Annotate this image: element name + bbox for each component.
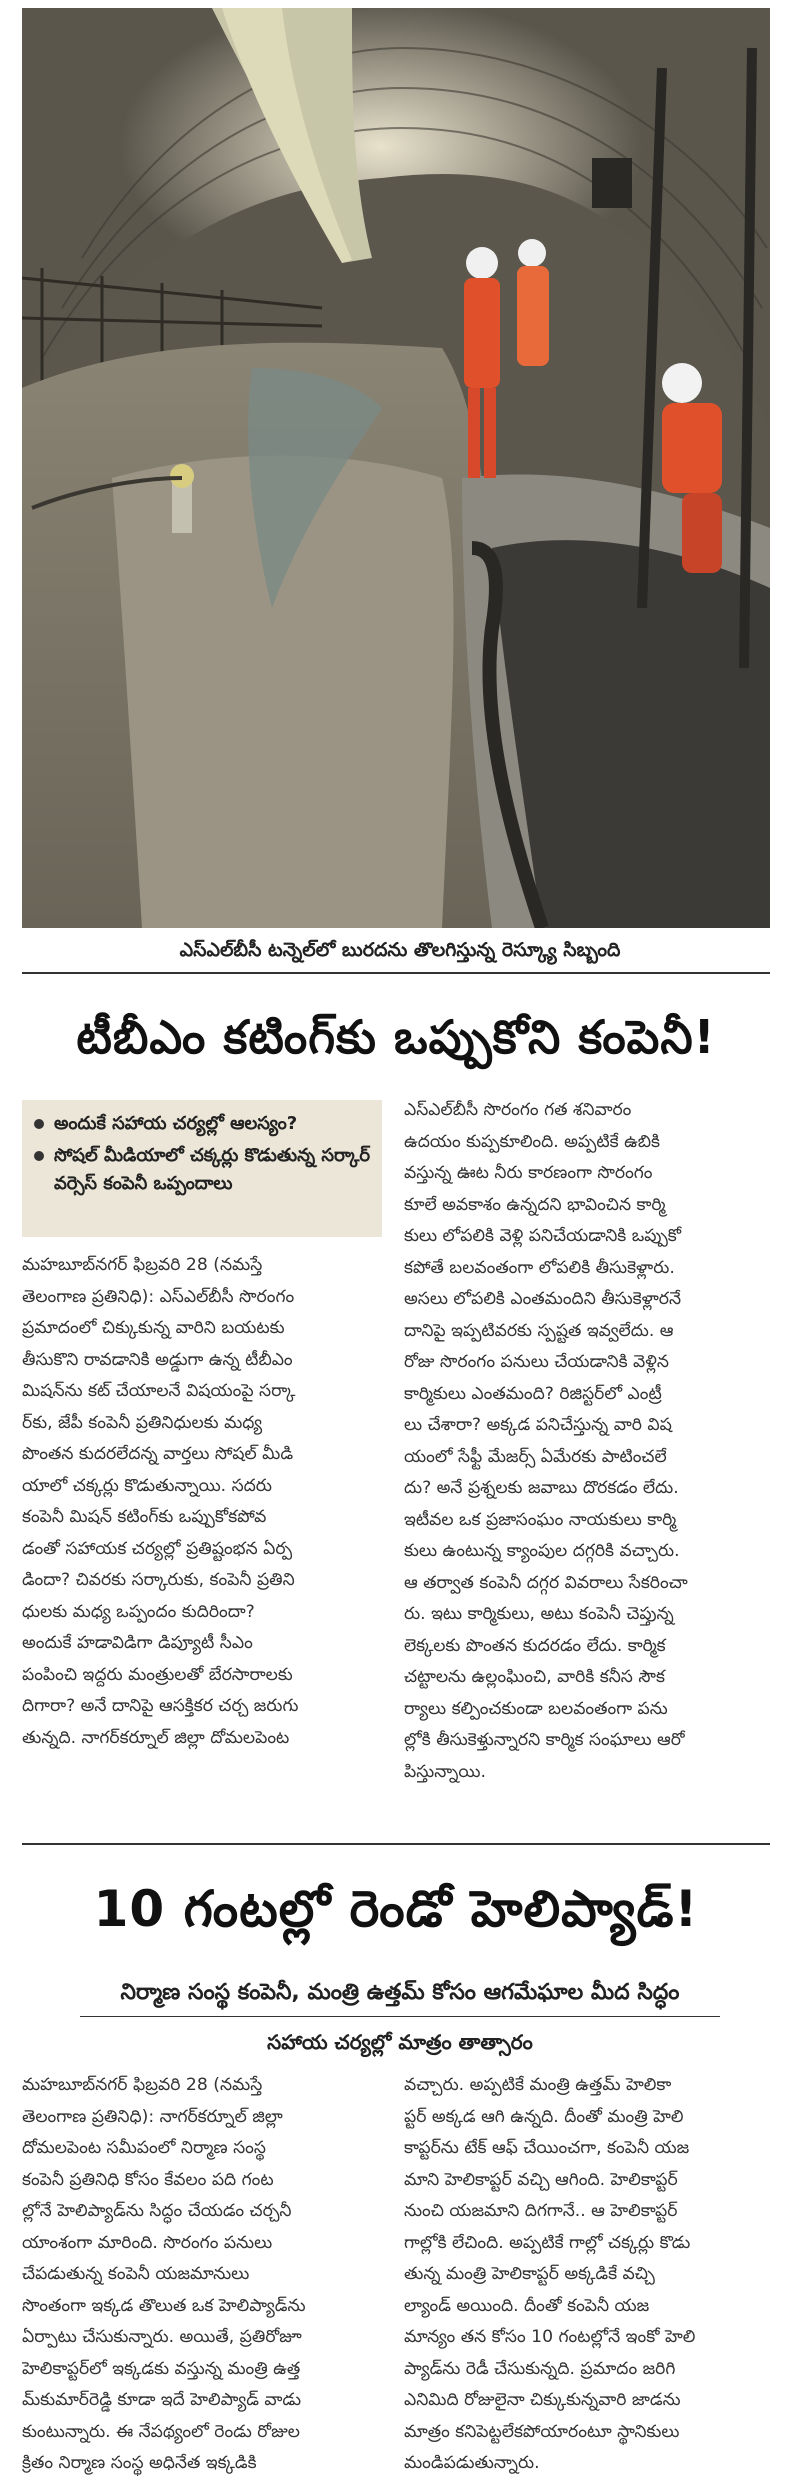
text-line: యాంశంగా మారింది. సొరంగం పనులు <box>22 2232 273 2253</box>
text-line: కులు లోపలికి వెళ్లి పనిచేయడానికి ఒప్పుకో <box>404 1226 682 1246</box>
bullet-icon <box>34 1151 44 1161</box>
highlight-text: అందుకే సహాయ చర్యల్లో ఆలస్యం? <box>54 1113 298 1134</box>
text-line: ఉదయం కుప్పకూలింది. అప్పటికే ఉబికి <box>404 1131 661 1152</box>
text-line: నుంచి యజమాని దిగగానే.. ఆ హెలికాప్టర్ <box>404 2201 678 2221</box>
text-line: ధులకు మధ్య ఒప్పందం కుదిరిందా? <box>22 1601 255 1622</box>
text-line: లెక్కలకు పొంతన కుదరడం లేదు. కార్మిక <box>404 1635 666 1656</box>
text-line: కుంటున్నారు. ఈ నేపథ్యంలో రెండు రోజుల <box>22 2421 300 2442</box>
text-line: ర్యాలు కల్పించకుండా బలవంతంగా పను <box>404 1698 668 1719</box>
highlight-text: సోషల్ మీడియాలో చక్కర్లు కొడుతున్న సర్కార్ వర్సెస్ కంపెనీ ఒప్పందాలు <box>54 1145 371 1194</box>
text-line: తెలంగాణ ప్రతినిధి): నాగర్‌కర్నూల్ జిల్లా <box>22 2106 283 2127</box>
text-line: రు. ఇటు కార్మికులు, అటు కంపెనీ చెప్తున్న <box>404 1604 674 1624</box>
text-line: ప్యాడ్‌ను రెడీ చేసుకున్నది. ప్రమాదం జరిగి <box>404 2358 676 2379</box>
highlight-item <box>22 1100 382 1138</box>
text-line: ల్లోనే హెలిప్యాడ్‌ను సిద్ధం చేయడం చర్చనీ <box>22 2201 292 2221</box>
text-line: చట్టాలను ఉల్లంఘించి, వారికి కనీస సౌక <box>404 1667 665 1687</box>
text-line: మండిపడుతున్నారు. <box>404 2453 540 2473</box>
text-line: వస్తున్న ఊట నీరు కారణంగా సొరంగం <box>404 1163 653 1183</box>
text-line: అందుకే హడావిడిగా డిప్యూటీ సీఎం <box>22 1633 253 1653</box>
text-line: ల్యాండ్ అయింది. దీంతో కంపెనీ యజ <box>404 2295 650 2316</box>
text-line: ఏర్పాటు చేసుకున్నారు. అయితే, ప్రతిరోజూ <box>22 2327 302 2347</box>
article1-left-column <box>22 1250 382 1754</box>
text-line: పొంతన కుదరలేదన్న వార్తలు సోషల్ మీడి <box>22 1444 294 1464</box>
text-line: పిస్తున్నాయి. <box>404 1761 486 1782</box>
text-line: మాని హెలికాప్టర్ వచ్చి ఆగింది. హెలికాప్టర్ <box>404 2169 678 2190</box>
text-line: ప్రమాదంలో చిక్కుకున్న వారిని బయటకు <box>22 1318 285 1338</box>
article2-right-column <box>404 2070 770 2480</box>
text-line: వచ్చారు. అప్పటికే మంత్రి ఉత్తమ్ హెలికా <box>404 2075 672 2095</box>
text-line: దు? అనే ప్రశ్నలకు జవాబు దొరకడం లేదు. <box>404 1478 679 1498</box>
text-line: ర్‌కు, జేపీ కంపెనీ ప్రతినిధులకు మధ్య <box>22 1412 263 1433</box>
text-line: క్రితం నిర్మాణ సంస్థ అధినేత ఇక్కడికి <box>22 2453 257 2473</box>
headline-second-helipad: 10 గంటల్లో రెండో హెలిప్యాడ్! <box>93 1880 699 1938</box>
bullet-icon <box>34 1119 44 1129</box>
text-line: లు చేశారా? అక్కడ పనిచేస్తున్న వారి విష <box>404 1415 672 1435</box>
text-line: కూలే అవకాశం ఉన్నదని భావించిన కార్మి <box>404 1194 666 1215</box>
text-line: ఇటీవల ఒక ప్రజాసంఘం నాయకులు కార్మి <box>404 1509 677 1530</box>
text-line: మ్‌కుమార్‌రెడ్డి కూడా ఇదే హెలిప్యాడ్ వాడు <box>22 2390 302 2410</box>
text-line: తెలంగాణ ప్రతినిధి): ఎస్ఎల్‌బీసీ సొరంగం <box>22 1286 295 1307</box>
photo-caption: ఎస్ఎల్‌బీసీ టన్నెల్‌లో బురదను తొలగిస్తున్న రెస్క్యూ సిబ్బంది <box>179 939 621 961</box>
text-line: యాలో చక్కర్లు కొడుతున్నాయి. సదరు <box>22 1475 272 1496</box>
divider <box>80 2016 720 2017</box>
highlight-item <box>22 1138 382 1198</box>
text-line: తున్నది. నాగర్‌కర్నూల్ జిల్లా దోమలపెంట <box>22 1727 290 1748</box>
article1-right-column <box>404 1095 770 1788</box>
article2-subheading: నిర్మాణ సంస్థ కంపెనీ, మంత్రి ఉత్తమ్ కోసం ఆగమేఘాల మీద సిద్ధం <box>120 1980 680 2005</box>
text-line: చేపడుతున్న కంపెనీ యజమానులు <box>22 2264 250 2284</box>
text-line: రోజు సొరంగం పనులు చేయడానికి వెళ్లిన <box>404 1352 669 1372</box>
text-line: సొంతంగా ఇక్కడ తొలుత ఒక హెలిప్యాడ్‌ను <box>22 2295 306 2316</box>
text-line: దానిపై ఇప్పటివరకు స్పష్టత ఇవ్వలేదు. ఆ <box>404 1320 674 1341</box>
text-line: కులు ఉంటున్న క్యాంపుల దగ్గరికి వచ్చారు. <box>404 1541 680 1561</box>
text-line: గాల్లోకి లేచింది. అప్పటికే గాల్లో చక్కర్లు కొడు <box>404 2232 691 2253</box>
article2-left-column <box>22 2070 392 2480</box>
text-line: ఆ తర్వాత కంపెనీ దగ్గర వివరాలు సేకరించా <box>404 1572 688 1593</box>
text-line: డంతో సహాయక చర్యల్లో ప్రతిష్టంభన ఏర్ప <box>22 1538 293 1559</box>
text-line: మహబూబ్‌నగర్ ఫిబ్రవరి 28 (నమస్తే <box>22 2075 263 2095</box>
text-line: మాత్రం కనిపెట్టలేకపోయారంటూ స్థానికులు <box>404 2421 680 2442</box>
text-line: కంపెనీ మిషన్ కటింగ్‌కు ఒప్పుకోకపోవ <box>22 1507 267 1527</box>
highlights-box <box>22 1100 382 1237</box>
text-line: డిందా? చివరకు సర్కారుకు, కంపెనీ ప్రతిని <box>22 1570 295 1590</box>
text-line: కపోతే బలవంతంగా లోపలికి తీసుకెళ్లారు. <box>404 1257 675 1278</box>
text-line: హెలికాప్టర్‌లో ఇక్కడకు వస్తున్న మంత్రి ఉత్త <box>22 2358 301 2379</box>
divider <box>22 1843 770 1845</box>
text-line: మహబూబ్‌నగర్ ఫిబ్రవరి 28 (నమస్తే <box>22 1255 263 1275</box>
text-line: ఎస్ఎల్‌బీసీ సొరంగం గత శనివారం <box>404 1100 632 1120</box>
text-line: దిగారా? అనే దానిపై ఆసక్తికర చర్చ జరుగు <box>22 1696 299 1716</box>
article2-sub-subheading: సహాయ చర్యల్లో మాత్రం తాత్సారం <box>267 2030 533 2054</box>
divider <box>22 972 770 974</box>
text-line: ల్లోకి తీసుకెళ్తున్నారని కార్మిక సంఘాలు ఆరో <box>404 1730 685 1750</box>
tunnel-photo <box>22 8 770 928</box>
text-line: కార్మికులు ఎంతమంది? రిజిస్టర్‌లో ఎంట్రీ <box>404 1383 662 1404</box>
text-line: మాన్యం తన కోసం 10 గంటల్లోనే ఇంకో హెలి <box>404 2327 696 2347</box>
text-line: అసలు లోపలికి ఎంతమందిని తీసుకెళ్లారనే <box>404 1289 682 1309</box>
text-line: దోమలపెంట సమీపంలో నిర్మాణ సంస్థ <box>22 2138 266 2158</box>
tunnel-photo-illustration <box>22 8 770 928</box>
text-line: తున్న మంత్రి హెలికాప్టర్ అక్కడికే వచ్చి <box>404 2264 655 2284</box>
text-line: ప్టర్ అక్కడ ఆగి ఉన్నది. దీంతో మంత్రి హెలి <box>404 2106 684 2127</box>
text-line: మిషన్‌ను కట్ చేయాలనే విషయంపై సర్కా <box>22 1381 296 1401</box>
headline-tbm-cutting: టీబీఎం కటింగ్‌కు ఒప్పుకోని కంపెనీ! <box>76 1010 716 1064</box>
text-line: తీసుకొని రావడానికి అడ్డుగా ఉన్న టీబీఎం <box>22 1349 293 1370</box>
text-line: ఎనిమిది రోజులైనా చిక్కుకున్నవారి జాడను <box>404 2390 681 2410</box>
text-line: పంపించి ఇద్దరు మంత్రులతో బేరసారాలకు <box>22 1664 293 1685</box>
text-line: కంపెనీ ప్రతినిధి కోసం కేవలం పది గంట <box>22 2169 274 2190</box>
text-line: కాప్టర్‌ను టేక్ ఆఫ్ చేయించగా, కంపెనీ యజ <box>404 2138 690 2158</box>
text-line: యంలో సేఫ్టీ మేజర్స్ ఏమేరకు పాటించలే <box>404 1446 667 1467</box>
